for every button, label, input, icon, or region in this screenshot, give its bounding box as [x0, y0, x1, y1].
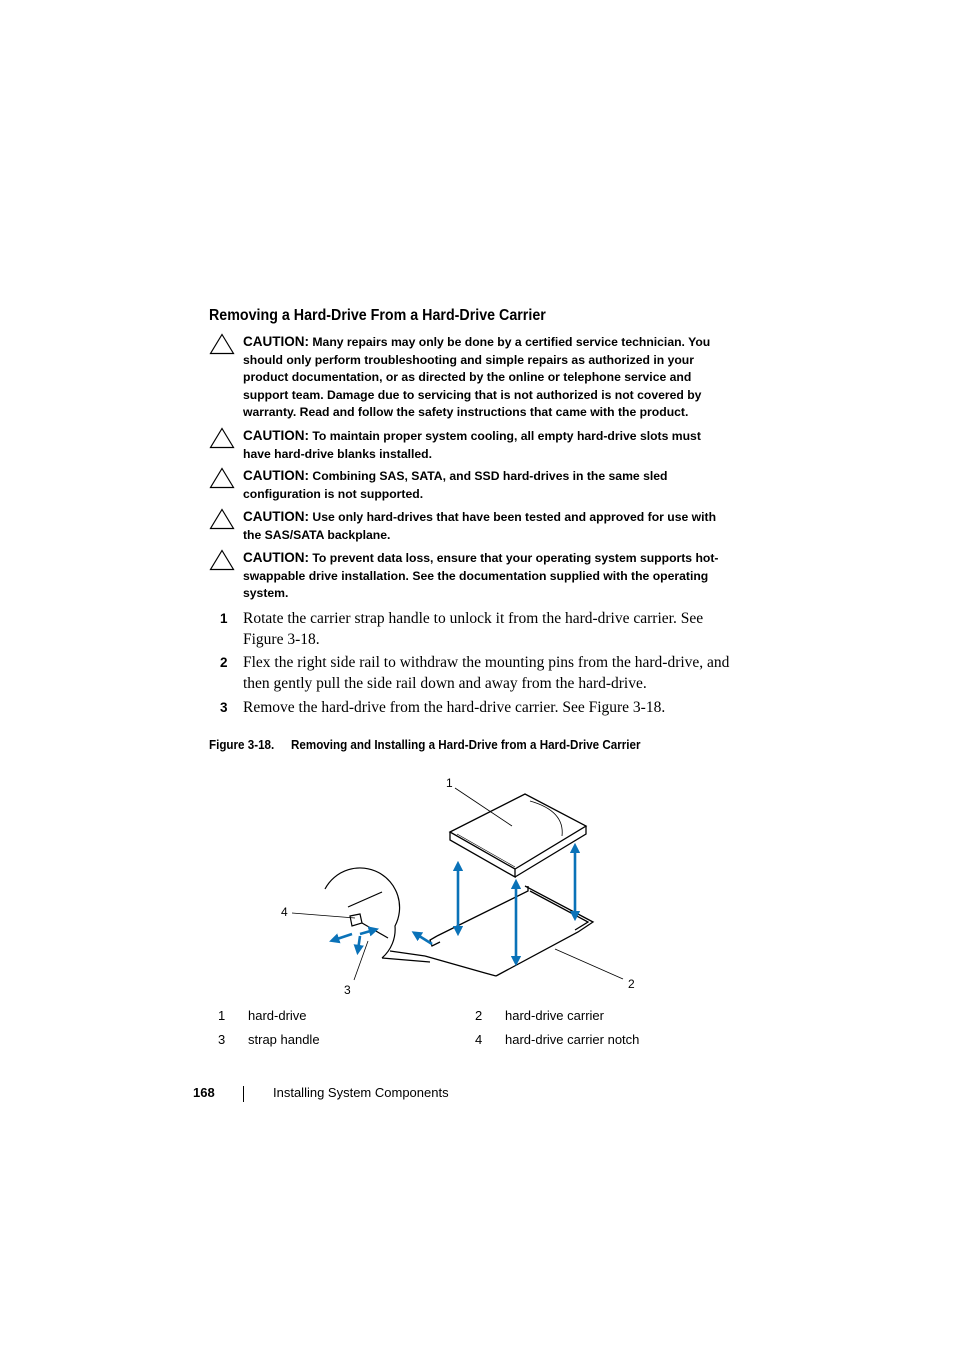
caution-label: CAUTION: [243, 550, 309, 565]
direction-arrows [334, 848, 575, 961]
figure-number: Figure 3-18. [209, 738, 275, 752]
caution-text: Use only hard-drives that have been tested and approved for use with the SAS/SATA backplane. [243, 510, 717, 542]
page-number: 168 [193, 1085, 215, 1100]
caution-text: To maintain proper system cooling, all empty hard-drive slots must have hard-drive blanks installed. [243, 429, 701, 461]
caution-label: CAUTION: [243, 334, 309, 349]
detail-magnifier [325, 868, 430, 962]
callout-1: 1 [446, 776, 453, 790]
step-number: 1 [220, 611, 228, 626]
legend-number: 1 [218, 1008, 226, 1023]
caution-label: CAUTION: [243, 468, 309, 483]
caution-triangle-icon [209, 427, 235, 449]
caution-triangle-icon [209, 549, 235, 571]
chapter-title: Installing System Components [273, 1085, 449, 1100]
hard-drive-carrier-illustration [270, 766, 650, 1006]
step-text: Rotate the carrier strap handle to unlock it from the hard-drive carrier. See Figure 3-18. [243, 610, 704, 648]
callout-3: 3 [344, 983, 351, 997]
caution-label: CAUTION: [243, 509, 309, 524]
caution-triangle-icon [209, 467, 235, 489]
caution-text: Combining SAS, SATA, and SSD hard-drives in the same sled configuration is not supported. [243, 469, 668, 501]
footer-divider [243, 1086, 244, 1102]
section-heading: Removing a Hard-Drive From a Hard-Drive Carrier [209, 307, 546, 324]
hard-drive-carrier-drawing [390, 886, 593, 976]
callout-4: 4 [281, 905, 288, 919]
figure-caption [209, 738, 640, 752]
step-number: 3 [220, 700, 228, 715]
legend-label: hard-drive carrier [505, 1008, 604, 1023]
step-text: Remove the hard-drive from the hard-drive carrier. See Figure 3-18. [243, 699, 666, 716]
legend-number: 4 [475, 1032, 483, 1047]
legend-label: strap handle [248, 1032, 320, 1047]
legend-number: 2 [475, 1008, 483, 1023]
step-number: 2 [220, 655, 228, 670]
caution-text: To prevent data loss, ensure that your operating system supports hot-swappable drive installation. See the documentation supplied with the operating system. [243, 551, 719, 601]
step-text: Flex the right side rail to withdraw the mounting pins from the hard-drive, and then gently pull the side rail down and away from the hard-drive. [243, 654, 730, 692]
caution-label: CAUTION: [243, 428, 309, 443]
legend-label: hard-drive [248, 1008, 307, 1023]
caution-triangle-icon [209, 333, 235, 355]
callout-2: 2 [628, 977, 635, 991]
legend-label: hard-drive carrier notch [505, 1032, 640, 1047]
caution-text: Many repairs may only be done by a certified service technician. You should only perform troubleshooting and simple repairs as authorized in your product documentation, or as directed by the online or telephone service and support team. Damage due to servicing that is not authorized is not covered by warranty. Read and follow the safety instructions that came with the product. [243, 335, 711, 420]
legend-number: 3 [218, 1032, 226, 1047]
figure-title: Removing and Installing a Hard-Drive from a Hard-Drive Carrier [290, 738, 641, 752]
hard-drive-drawing [450, 794, 586, 877]
caution-triangle-icon [209, 508, 235, 530]
